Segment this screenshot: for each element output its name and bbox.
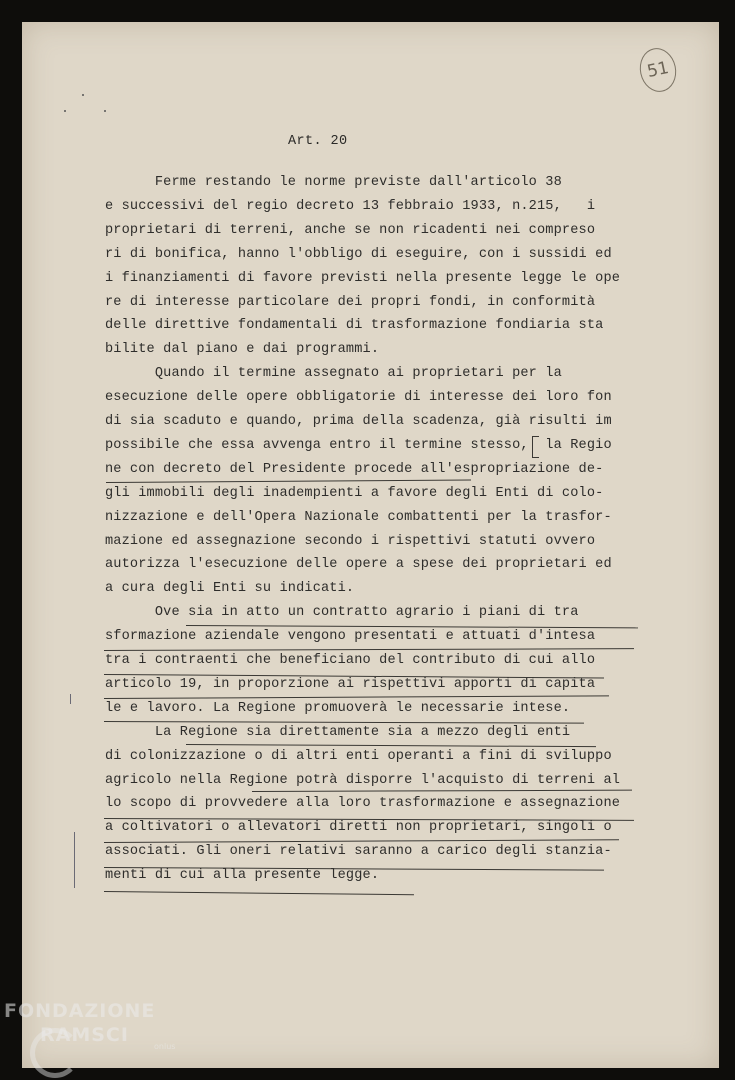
- text-line: lo scopo di provvedere alla loro trasformazione e assegnazione: [105, 796, 621, 812]
- pen-underline: [104, 695, 609, 699]
- text-line: gli immobili degli inadempienti a favore degli Enti di colo-: [105, 485, 604, 501]
- text-line: delle direttive fondamentali di trasformazione fondiaria sta: [105, 318, 604, 334]
- pen-underline: [104, 648, 634, 651]
- watermark-line2: RAMSCI: [40, 1024, 129, 1046]
- document-page: [22, 22, 719, 1068]
- pen-bracket: [532, 436, 539, 458]
- text-line: di colonizzazione o di altri enti operanti a fini di sviluppo: [105, 748, 612, 764]
- text-line: La Regione sia direttamente sia a mezzo degli enti: [105, 724, 571, 740]
- text-line: a coltivatori o allevatori diretti non proprietari, singoli o: [105, 820, 612, 836]
- text-line: menti di cui alla presente legge.: [105, 868, 380, 884]
- pen-underline: [104, 721, 584, 724]
- text-line: bilite dal piano e dai programmi.: [105, 342, 380, 358]
- pen-underline: [104, 839, 619, 843]
- text-line: i finanziamenti di favore previsti nella presente legge le ope: [105, 270, 621, 286]
- text-line: le e lavoro. La Regione promuoverà le necessarie intese.: [105, 700, 571, 716]
- text-line: agricolo nella Regione potrà disporre l'acquisto di terreni al: [105, 772, 621, 788]
- pen-underline: [106, 479, 471, 483]
- text-line: tra i contraenti che beneficiano del contributo di cui allo: [105, 653, 596, 668]
- margin-pen-mark: [74, 832, 75, 888]
- text-line: ri di bonifica, hanno l'obbligo di eseguire, con i sussidi ed: [105, 246, 612, 262]
- text-line: esecuzione delle opere obbligatorie di interesse dei loro fon: [105, 390, 612, 406]
- text-line: di sia scaduto e quando, prima della scadenza, già risulti im: [105, 414, 612, 429]
- text-line: autorizza l'esecuzione delle opere a spese dei proprietari ed: [105, 557, 612, 573]
- handwritten-page-number: 51: [636, 45, 680, 96]
- text-line: Ove sia in atto un contratto agrario i piani di tra: [105, 605, 579, 621]
- watermark-line1: FONDAZIONE: [4, 1000, 156, 1022]
- text-line: a cura degli Enti su indicati.: [105, 581, 355, 597]
- text-line: re di interesse particolare dei propri fondi, in conformità: [105, 294, 596, 310]
- text-line: mazione ed assegnazione secondo i rispettivi statuti ovvero: [105, 533, 596, 549]
- paper-speck: [82, 94, 84, 96]
- paper-speck: [64, 110, 66, 112]
- text-line: articolo 19, in proporzione ai rispettivi apporti di capita: [105, 676, 596, 692]
- pen-underline: [186, 625, 638, 628]
- pen-underline: [104, 891, 414, 895]
- text-line: Ferme restando le norme previste dall'articolo 38: [105, 175, 562, 190]
- text-line: proprietari di terreni, anche se non ricadenti nei compreso: [105, 222, 596, 238]
- text-line: sformazione aziendale vengono presentati e attuati d'intesa: [105, 629, 596, 645]
- pen-underline: [252, 790, 632, 792]
- text-line: ne con decreto del Presidente procede all'espropriazione de-: [105, 461, 604, 477]
- text-line: nizzazione e dell'Opera Nazionale combattenti per la trasfor-: [105, 509, 612, 525]
- watermark-logo-icon: [30, 1028, 80, 1078]
- paper-speck: [104, 110, 106, 112]
- pen-underline: [186, 744, 596, 747]
- text-line: e successivi del regio decreto 13 febbraio 1933, n.215, i: [105, 198, 596, 214]
- archive-watermark: [4, 1000, 175, 1051]
- article-title: Art. 20: [288, 134, 348, 149]
- text-line: Quando il termine assegnato ai proprietari per la: [105, 366, 562, 382]
- watermark-line3: onlus: [154, 1042, 176, 1051]
- text-line: associati. Gli oneri relativi saranno a carico degli stanzia-: [105, 844, 612, 860]
- text-line: possibile che essa avvenga entro il termine stesso, la Regio: [105, 437, 612, 453]
- margin-pen-mark: [70, 694, 71, 704]
